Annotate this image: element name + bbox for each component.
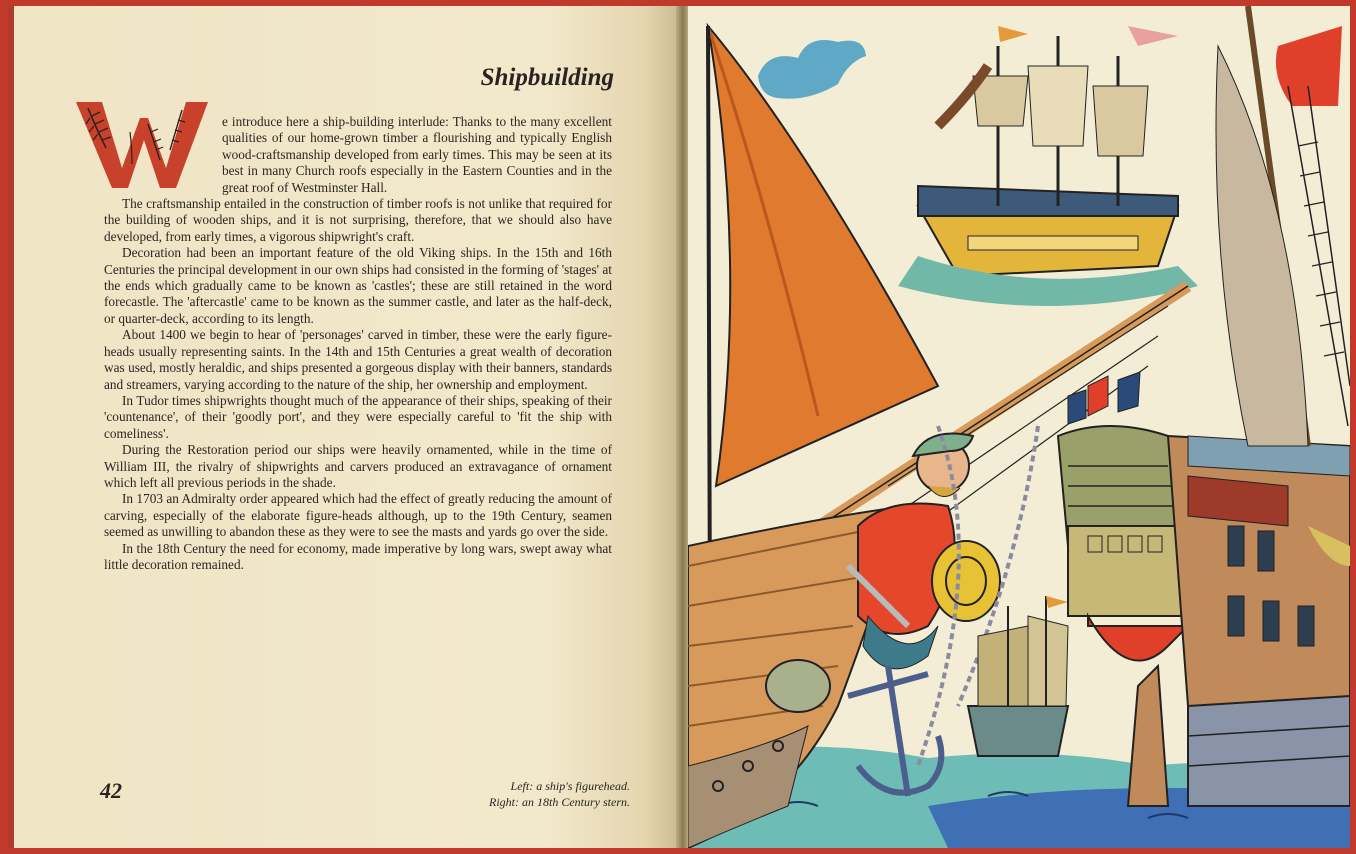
article-body [104, 114, 612, 573]
paragraph-8: In the 18th Century the need for economy, made imperative by long wars, swept away what little decoration remained. [104, 540, 612, 572]
ships-illustration [688, 6, 1350, 848]
paragraph-4: About 1400 we begin to hear of 'personages' carved in timber, these were the early figure-heads usually representing saints. In the 14th and 15th Centuries a great wealth of decoration was used, mostly heraldic, and ships presented a gorgeous display with their banners, standards and streamers, varying according to the nature of the ship, her ownership and employment. [104, 327, 612, 392]
paragraph-7: In 1703 an Admiralty order appeared which had the effect of greatly reducing the amount of carving, especially of the elaborate figure-heads although, up to the 19th Century, seamen seemed as unwilling to abandon these as they were to see the masts and yards go over the side. [104, 491, 612, 540]
book-spread [8, 6, 1350, 848]
left-page [14, 6, 678, 848]
caption-line-right: Right: an 18th Century stern. [489, 795, 630, 809]
gold-shield [932, 541, 1000, 621]
paragraph-1: e introduce here a ship-building interlude: Thanks to the many excellent qualities of our home-grown timber a flourishing and typically English wood-craftsmanship developed from early times. This may be seen at its best in many Church roofs especially in the Eastern Counties and in the great roof of Westminster Hall. [222, 114, 612, 195]
paragraph-5: In Tudor times shipwrights thought much of the appearance of their ships, speaking of their 'countenance', of their 'goodly port', and they were especially careful to 'fit the ship with comeliness'. [104, 392, 612, 441]
page-number: 42 [100, 778, 122, 803]
caption-line-left: Left: a ship's figurehead. [510, 779, 630, 793]
illustration-caption [489, 778, 630, 810]
paragraph-2: The craftsmanship entailed in the construction of timber roofs is not unlike that required for the building of wooden ships, and it is not surprising, therefore, that we should also have developed, from early times, a vigorous shipwright's craft. [104, 196, 612, 244]
paragraph-6: During the Restoration period our ships were heavily ornamented, while in the time of William III, the rivalry of shipwrights and carvers produced an extravagance of ornament which left all previous periods in the shade. [104, 442, 612, 490]
page-title: Shipbuilding [480, 64, 614, 91]
right-page-illustration [688, 6, 1350, 848]
paragraph-3: Decoration had been an important feature of the old Viking ships. In the 15th and 16th Centuries the principal development in our own ships had consisted in the forming of 'stages' at the ends which gradually came to be known as 'castles'; these are still retained in the word forecastle. The 'aftercastle' came to be known as the summer castle, and later as the half-deck, or quarter-deck, according to its length. [104, 245, 612, 326]
